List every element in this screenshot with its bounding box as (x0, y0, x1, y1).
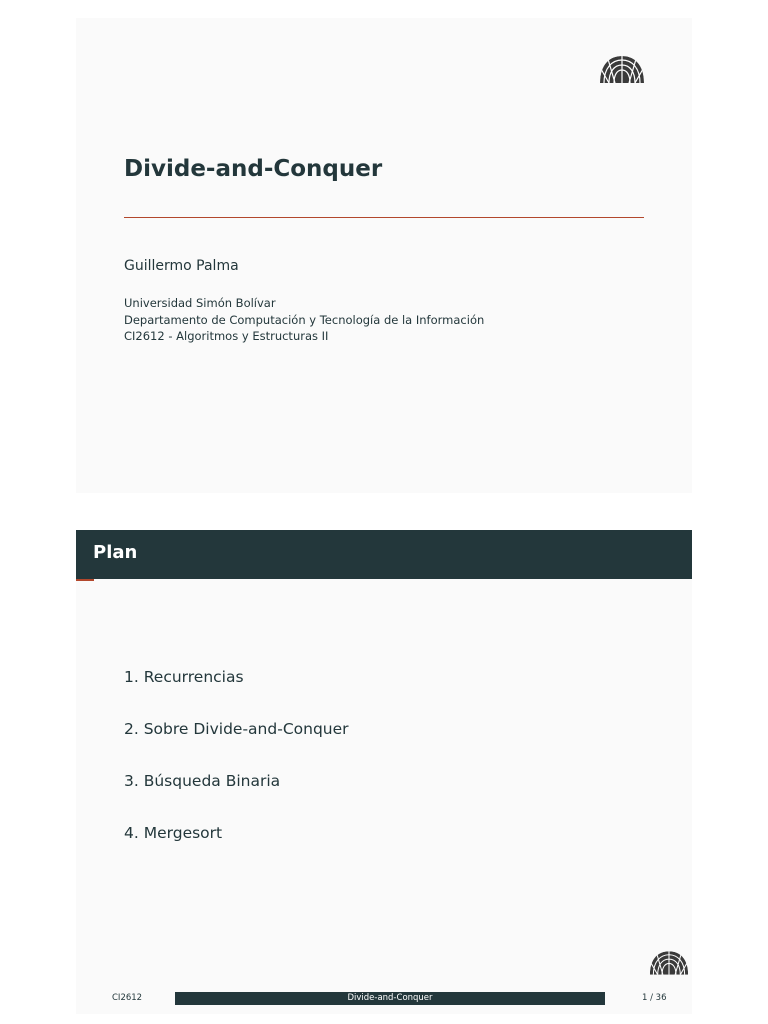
institute-line: Departamento de Computación y Tecnología de la Información (124, 312, 485, 327)
institute-line: CI2612 - Algoritmos y Estructuras II (124, 329, 329, 343)
footer-page-number: 1 / 36 (642, 993, 667, 1003)
university-logo-icon (649, 950, 689, 976)
deck-title: Divide-and-Conquer (124, 156, 383, 182)
toc-item[interactable]: 2. Sobre Divide-and-Conquer (124, 720, 349, 738)
toc-item[interactable]: 3. Búsqueda Binaria (124, 772, 281, 790)
frame-title: Plan (93, 542, 138, 563)
author-name: Guillermo Palma (124, 258, 239, 274)
progress-bar (76, 579, 94, 581)
institute-line: Universidad Simón Bolívar (124, 296, 276, 310)
table-of-contents (124, 668, 349, 876)
toc-item[interactable]: 1. Recurrencias (124, 668, 244, 686)
university-logo-icon (599, 55, 645, 84)
title-slide (76, 18, 692, 493)
footer-title-bar: Divide-and-Conquer (175, 992, 605, 1005)
title-separator (124, 217, 644, 218)
toc-item[interactable]: 4. Mergesort (124, 824, 223, 842)
plan-slide (76, 530, 692, 1014)
frame-header (76, 530, 692, 579)
institute-block (124, 295, 484, 345)
footer-course: CI2612 (112, 993, 143, 1003)
slide-footer (76, 992, 692, 1006)
